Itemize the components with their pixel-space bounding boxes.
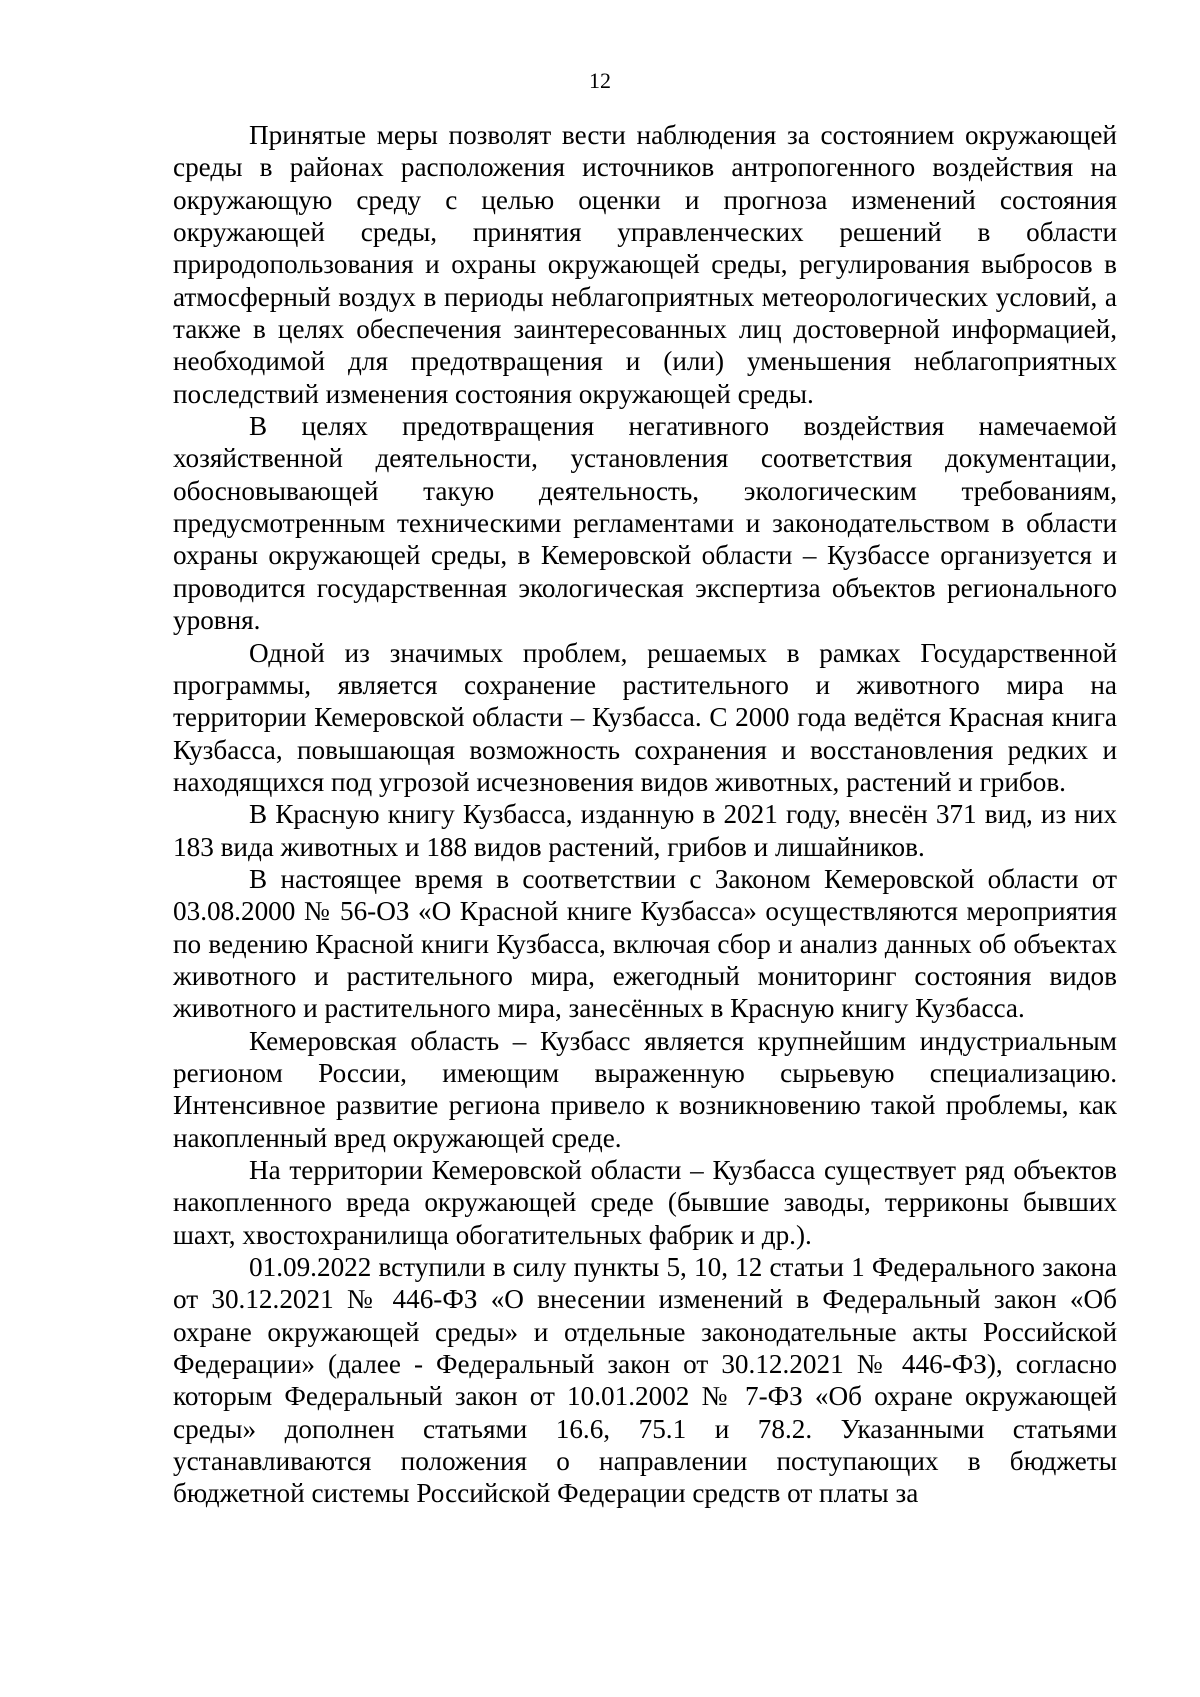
document-body [173, 119, 1117, 1510]
paragraph-ecological-expertise: В целях предотвращения негативного воздействия намечаемой хозяйственной деятельности, установления соответствия документации, обосновывающей такую деятельность, экологическим требованиям, предусмотренным техническими регламентами и законодательством в области охраны окружающей среды, в Кемеровской области – Кузбассе организуется и проводится государственная экологическая экспертиза объектов регионального уровня. [173, 411, 1117, 636]
paragraph-accumulated-harm-objects: На территории Кемеровской области – Кузбасса существует ряд объектов накопленного вреда окружающей среде (бывшие заводы, терриконы бывших шахт, хвостохранилища обогатительных фабрик и др.). [173, 1155, 1117, 1250]
paragraph-industrial-region: Кемеровская область – Кузбасс является крупнейшим индустриальным регионом России, имеющим выраженную сырьевую специализацию. Интенсивное развитие региона привело к возникновению такой проблемы, как накопленный вред окружающей среде. [173, 1025, 1117, 1153]
paragraph-federal-law: 01.09.2022 вступили в силу пункты 5, 10, 12 статьи 1 Федерального закона от 30.12.2021 № 446-ФЗ «О внесении изменений в Федеральный закон «Об охране окружающей среды» и отдельные законодательные акты Российской Федерации» (далее - Федеральный закон от 30.12.2021 № 446-ФЗ), согласно которым Федеральный закон от 10.01.2002 № 7-ФЗ «Об охране окружающей среды» дополнен статьями 16.6, 75.1 и 78.2. Указанными статьями устанавливаются положения о направлении поступающих в бюджеты бюджетной системы Российской Федерации средств от платы за [173, 1252, 1117, 1509]
paragraph-red-book-species: В Красную книгу Кузбасса, изданную в 2021 году, внесён 371 вид, из них 183 вида животных и 188 видов растений, грибов и лишайников. [173, 799, 1117, 862]
paragraph-monitoring: Принятые меры позволят вести наблюдения за состоянием окружающей среды в районах расположения источников антропогенного воздействия на окружающую среду с целью оценки и прогноза изменений состояния окружающей среды, принятия управленческих решений в области природопользования и охраны окружающей среды, регулирования выбросов в атмосферный воздух в периоды неблагоприятных метеорологических условий, а также в целях обеспечения заинтересованных лиц достоверной информацией, необходимой для предотвращения и (или) уменьшения неблагоприятных последствий изменения состояния окружающей среды. [173, 120, 1117, 409]
paragraph-red-book-law: В настоящее время в соответствии с Законом Кемеровской области от 03.08.2000 № 56-ОЗ «О Красной книге Кузбасса» осуществляются мероприятия по ведению Красной книги Кузбасса, включая сбор и анализ данных об объектах животного и растительного мира, ежегодный мониторинг состояния видов животного и растительного мира, занесённых в Красную книгу Кузбасса. [173, 863, 1117, 1024]
paragraph-flora-fauna-preservation: Одной из значимых проблем, решаемых в рамках Государственной программы, является сохранение растительного и животного мира на территории Кемеровской области – Кузбасса. С 2000 года ведётся Красная книга Кузбасса, повышающая возможность сохранения и восстановления редких и находящихся под угрозой исчезновения видов животных, растений и грибов. [173, 637, 1117, 797]
page-number: 12 [589, 68, 611, 93]
